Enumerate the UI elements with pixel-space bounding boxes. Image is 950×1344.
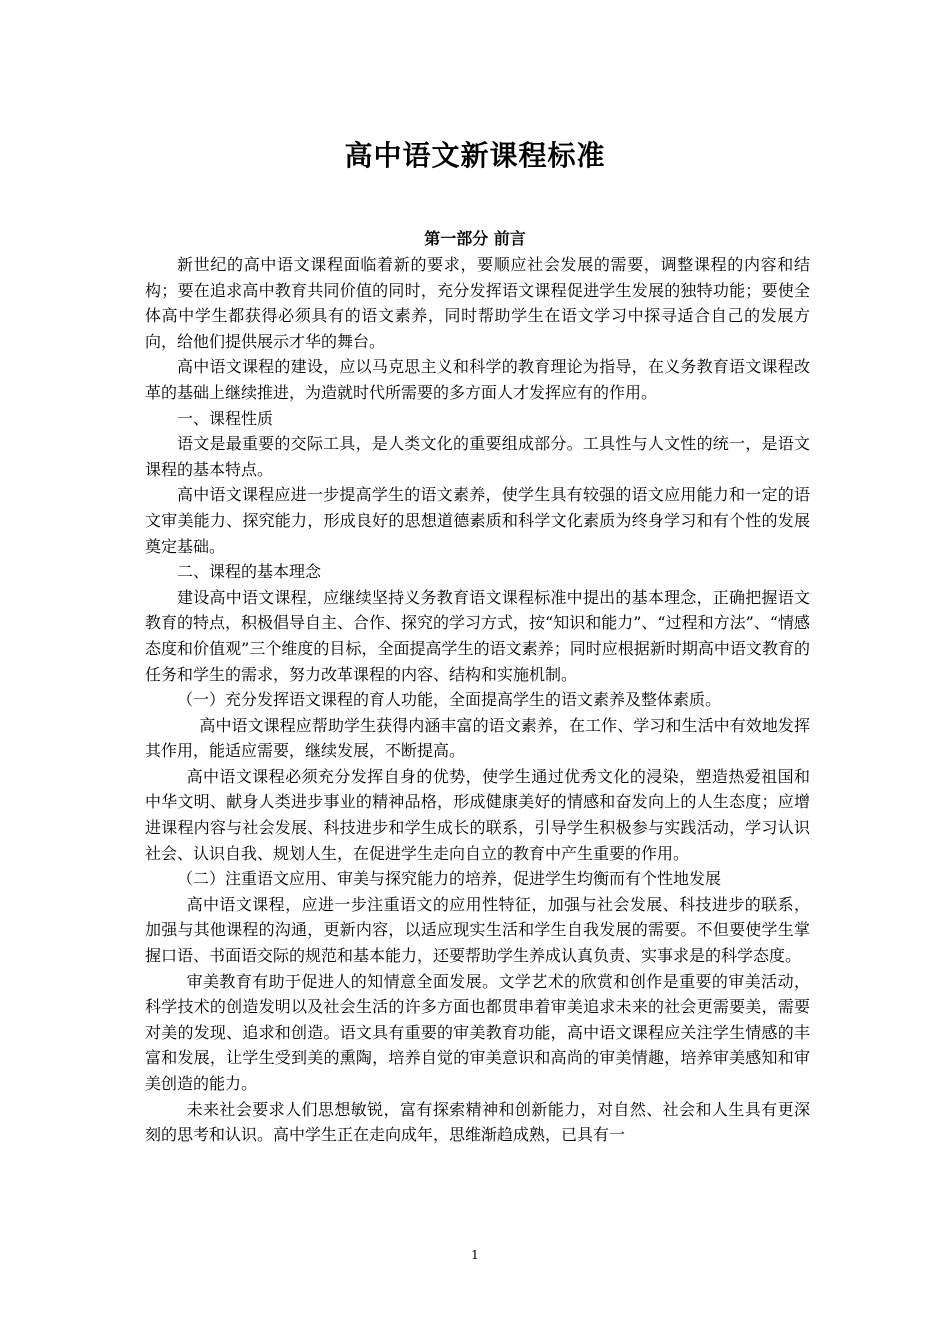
paragraph: 审美教育有助于促进人的知情意全面发展。文学艺术的欣赏和创作是重要的审美活动，科学技术的创造发明以及社会生活的许多方面也都贯串着审美追求未来的社会更需要美，需要对美的发现、追求和创造。语文具有重要的审美教育功能，高中语文课程应关注学生情感的丰富和发展，让学生受到美的熏陶，培养自觉的审美意识和高尚的审美情趣，培养审美感知和审美创造的能力。 [145,971,810,1093]
paragraph: 新世纪的高中语文课程面临着新的要求，要顺应社会发展的需要，调整课程的内容和结构；要在追求高中教育共同价值的同时，充分发挥语文课程促进学生发展的独特功能；要使全体高中学生都获得必须具有的语文素养，同时帮助学生在语文学习中探寻适合自己的发展方向，给他们提供展示才华的舞台。 [145,255,810,351]
paragraph: 语文是最重要的交际工具，是人类文化的重要组成部分。工具性与人文性的统一，是语文课程的基本特点。 [145,434,810,479]
subsection-heading: （一）充分发挥语文课程的育人功能，全面提高学生的语文素养及整体素质。 [177,690,722,710]
subheading: 二、课程的基本理念 [177,562,322,582]
paragraph: 高中语文课程应进一步提高学生的语文素养，使学生具有较强的语文应用能力和一定的语文审美能力、探究能力，形成良好的思想道德素质和科学文化素质为终身学习和有个性的发展奠定基础。 [145,485,810,556]
paragraph: 高中语文课程应帮助学生获得内涵丰富的语文素养，在工作、学习和生活中有效地发挥其作用，能适应需要，继续发展，不断提高。 [145,715,810,761]
document-body [145,252,810,1148]
document-title: 高中语文新课程标准 [344,139,606,172]
paragraph: 未来社会要求人们思想敏锐，富有探索精神和创新能力，对自然、社会和人生具有更深刻的思考和认识。高中学生正在走向成年，思维渐趋成熟，已具有一 [145,1099,810,1145]
paragraph: 高中语文课程，应进一步注重语文的应用性特征，加强与社会发展、科技进步的联系，加强与其他课程的沟通，更新内容，以适应现实生活和学生自我发展的需要。不但要使学生掌握口语、书面语交际的规范和基本能力，还要帮助学生养成认真负责、实事求是的科学态度。 [145,894,810,966]
paragraph: 高中语文课程必须充分发挥自身的优势，使学生通过优秀文化的浸染，塑造热爱祖国和中华文明、献身人类进步事业的精神品格，形成健康美好的情感和奋发向上的人生态度；应增进课程内容与社会发展、科技进步和学生成长的联系，引导学生积极参与实践活动，学习认识社会、认识自我、规划人生，在促进学生走向自立的教育中产生重要的作用。 [145,766,810,863]
section-heading: 第一部分 前言 [424,229,526,248]
paragraph: 高中语文课程的建设，应以马克思主义和科学的教育理论为指导，在义务教育语文课程改革的基础上继续推进，为造就时代所需要的多方面人才发挥应有的作用。 [145,357,810,402]
page-number: 1 [471,1248,479,1262]
subsection-heading: （二）注重语文应用、审美与探究能力的培养，促进学生均衡而有个性地发展 [177,869,722,889]
subheading: 一、课程性质 [177,408,274,428]
paragraph: 建设高中语文课程，应继续坚持义务教育语文课程标准中提出的基本理念，正确把握语文教育的特点，积极倡导自主、合作、探究的学习方式，按“知识和能力”、“过程和方法”、“情感态度和价值观”三个维度的目标，全面提高学生的语文素养；同时应根据新时期高中语文教育的任务和学生的需求，努力改革课程的内容、结构和实施机制。 [145,587,810,684]
